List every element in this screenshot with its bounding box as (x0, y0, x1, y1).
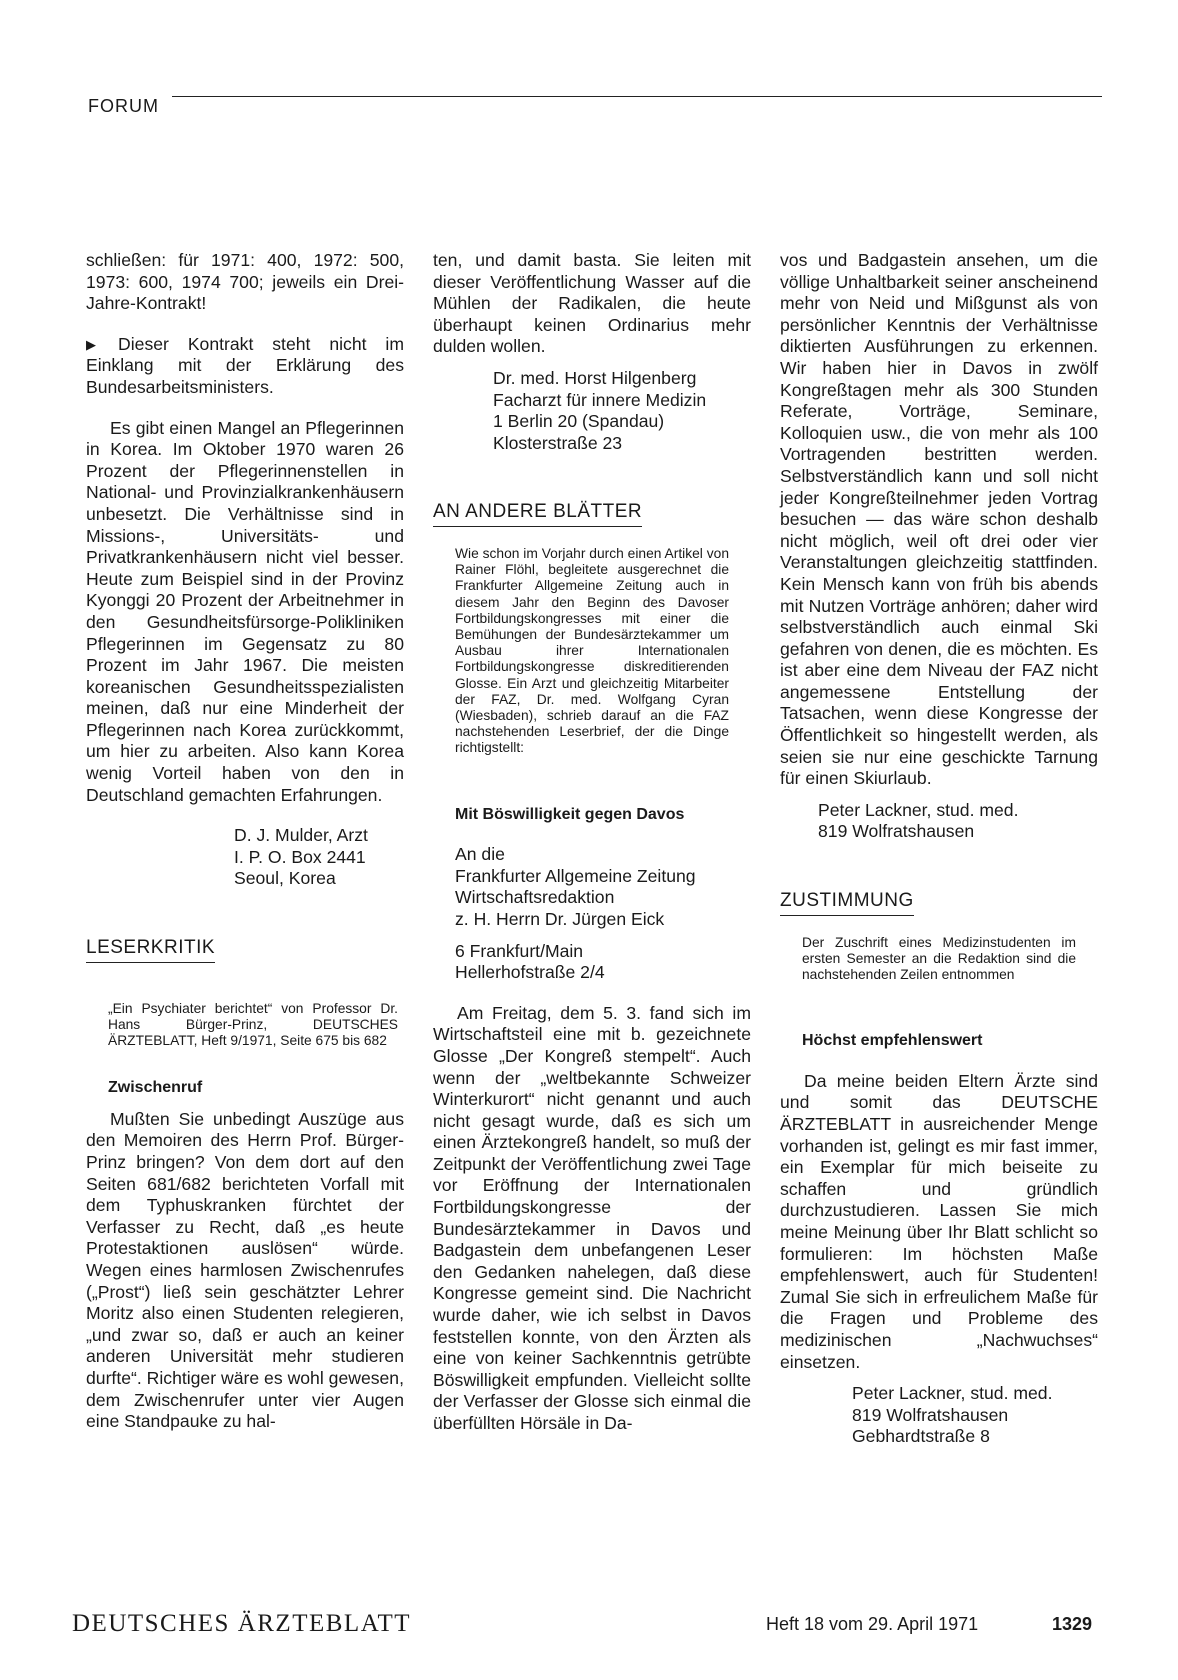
address-line: Wirtschaftsredaktion (455, 887, 615, 908)
column-2 (433, 250, 751, 1435)
article-subheading: Höchst empfehlenswert (802, 1032, 983, 1050)
paragraph: Da meine beiden Eltern Ärzte sind und somit das DEUTSCHE ÄRZTEBLATT in ausreichender Menge vorhanden ist, gelingt es mir fast immer, ein Exemplar für mich beiseite zu schaffen und gründlich durchzustudieren. Lassen Sie mich meine Meinung über Ihr Blatt schlicht so formulieren: Im höchsten Maße empfehlenswert, auch für Studenten! Zumal Sie sich in erfreulichem Maße für die Fragen und Probleme des medizinischen „Nachwuchses“ einsetzen. (780, 1070, 1098, 1372)
section-intro: Der Zuschrift eines Medizinstudenten im ersten Semester an die Redaktion sind die nachstehenden Zeilen entnommen (802, 934, 1076, 983)
signature-city: Seoul, Korea (234, 868, 336, 889)
paragraph: Mußten Sie unbedingt Auszüge aus den Memoiren des Herrn Prof. Bürger-Prinz bringen? Von dem dort auf den Seiten 681/682 berichteten Vorfall mit dem Typhuskranken fürchtet der Verfasser zu Recht, daß „es heute Protestaktionen auslösen“ würde. Wegen eines harmlosen Zwischenrufes („Prost“) ließ sein geschätzter Lehrer Moritz also einen Studenten relegieren, „und zwar so, daß er auch an keiner anderen Universität mehr studieren durfte“. Richtiger wäre es wohl gewesen, dem Zwischenrufer unter vier Augen eine Standpauke zu hal- (86, 1108, 404, 1432)
signature-street: Klosterstraße 23 (493, 432, 623, 453)
signature-city: 1 Berlin 20 (Spandau) (493, 411, 665, 432)
signature-title: Facharzt für innere Medizin (493, 389, 707, 410)
address-line: Hellerhofstraße 2/4 (455, 962, 605, 983)
signature-city: 819 Wolfratshausen (852, 1404, 1009, 1425)
signature-name: Dr. med. Horst Hilgenberg (493, 367, 697, 388)
section-intro: „Ein Psychiater berichtet“ von Professor Dr. Hans Bürger-Prinz, DEUTSCHES ÄRZTEBLATT, Heft 9/1971, Seite 675 bis 682 (108, 1000, 398, 1049)
section-header: FORUM (88, 96, 159, 116)
issue-info: Heft 18 vom 29. April 1971 (766, 1614, 979, 1634)
address-line: 6 Frankfurt/Main (455, 940, 584, 961)
address-line: z. H. Herrn Dr. Jürgen Eick (455, 908, 665, 929)
page-number: 1329 (1052, 1614, 1093, 1634)
journal-masthead: DEUTSCHES ÄRZTEBLATT (72, 1610, 412, 1637)
section-rubric: AN ANDERE BLÄTTER (433, 501, 642, 527)
section-rubric: ZUSTIMMUNG (780, 890, 914, 916)
signature-address: I. P. O. Box 2441 (234, 846, 366, 867)
signature-name: Peter Lackner, stud. med. (852, 1383, 1053, 1404)
signature-name: Peter Lackner, stud. med. (818, 799, 1019, 820)
column-3 (780, 250, 1098, 1448)
paragraph: Es gibt einen Mangel an Pflegerinnen in Korea. Im Oktober 1970 waren 26 Prozent der Pflegerinnenstellen in National- und Provinzialkrankenhäusern unbesetzt. Die Verhältnisse sind in Missions-, Universitäts- und Privatkrankenhäusern nicht viel besser. Heute zum Beispiel sind in der Provinz Kyonggi 20 Prozent der Arbeitnehmer in den Gesundheitsfürsorge-Polikliniken Pflegerinnen im Gegensatz zu 80 Prozent im Jahr 1967. Die meisten koreanischen Gesundheitsspezialisten meinen, daß nur eine Minderheit der Pflegerinnen nach Korea zurückkommt, um hier zu arbeiten. Also kann Korea wenig Vorteil haben von den in Deutschland gemachten Erfahrungen. (86, 417, 404, 805)
column-1 (86, 250, 404, 1433)
header-rule (172, 96, 1102, 97)
section-intro: Wie schon im Vorjahr durch einen Artikel von Rainer Flöhl, begleitete ausgerechnet die Frankfurter Allgemeine Zeitung auch in diesem Jahr den Beginn des Davoser Fortbildungskongresses mit einer die Bemühungen der Bundesärztekammer um Ausbau ihrer Internationalen Fortbildungskongresse diskreditierenden Glosse. Ein Arzt und gleichzeitig Mitarbeiter der FAZ, Dr. med. Wolfgang Cyran (Wiesbaden), schrieb darauf an die FAZ nachstehenden Leserbrief, der die Dinge richtigstellt: (455, 545, 729, 756)
signature-street: Gebhardtstraße 8 (852, 1426, 990, 1447)
signature-city: 819 Wolfratshausen (818, 821, 975, 842)
paragraph: ten, und damit basta. Sie leiten mit dieser Veröffentlichung Wasser auf die Mühlen der Radikalen, die heute überhaupt keinen Ordinarius mehr dulden wollen. (433, 250, 751, 357)
paragraph: schließen: für 1971: 400, 1972: 500, 1973: 600, 1974 700; jeweils ein Drei-Jahre-Kontrakt! (86, 250, 404, 314)
signature-name: D. J. Mulder, Arzt (234, 825, 368, 846)
article-subheading: Mit Böswilligkeit gegen Davos (455, 805, 685, 823)
bullet-paragraph: ▶ Dieser Kontrakt steht nicht im Einklang mit der Erklärung des Bundesarbeitsministers. (86, 334, 404, 399)
address-line: Frankfurter Allgemeine Zeitung (455, 865, 696, 886)
article-subheading: Zwischenruf (108, 1079, 203, 1097)
section-rubric: LESERKRITIK (86, 937, 215, 963)
address-line: An die (455, 844, 505, 865)
paragraph: Am Freitag, dem 5. 3. fand sich im Wirtschaftsteil eine mit b. gezeichnete Glosse „Der Kongreß stempelt“. Auch wenn der „weltbekannte Schweizer Winterkurort“ nicht genannt und auch nicht gesagt wurde, daß es sich um einen Ärztekongreß handelt, so muß der Zeitpunkt der Veröffentlichung zwei Tage vor Eröffnung der Internationalen Fortbildungskongresse der Bundesärztekammer in Davos und Badgastein dem unbefangenen Leser den Gedanken nahelegen, daß diese Kongresse gemeint sind. Die Nachricht wurde daher, wie ich selbst in Davos feststellen konnte, von den Ärzten als eine von keiner Sachkenntnis getrübte Böswilligkeit empfunden. Vielleicht sollte der Verfasser der Glosse sich einmal die überfüllten Hörsäle in Da- (433, 1002, 751, 1434)
paragraph: vos und Badgastein ansehen, um die völlige Unhaltbarkeit seiner anscheinend mehr von Neid und Mißgunst als von persönlicher Kenntnis der Verhältnisse diktierten Ausführungen zu erkennen. Wir haben hier in Davos in zwölf Kongreßtagen mehr als 300 Stunden Referate, Vorträge, Seminare, Kolloquien usw., die von mehr als 100 Vortragenden bestritten werden. Selbstverständlich kann und soll nicht jeder Kongreßteilnehmer jeden Vortrag besuchen — das wäre schon deshalb nicht möglich, weil oft drei oder vier Veranstaltungen gleichzeitig stattfinden. Kein Mensch kann von früh bis abends mit Nutzen Vorträge anhören; daher wird selbstverständlich auch einmal Ski gefahren von denen, die es möchten. Es ist aber eine dem Niveau der FAZ nicht angemessene Entstellung der Tatsachen, wenn diese Kongresse der Öffentlichkeit so hingestellt werden, als seien sie nur eine geschickte Tarnung für einen Skiurlaub. (780, 250, 1098, 789)
